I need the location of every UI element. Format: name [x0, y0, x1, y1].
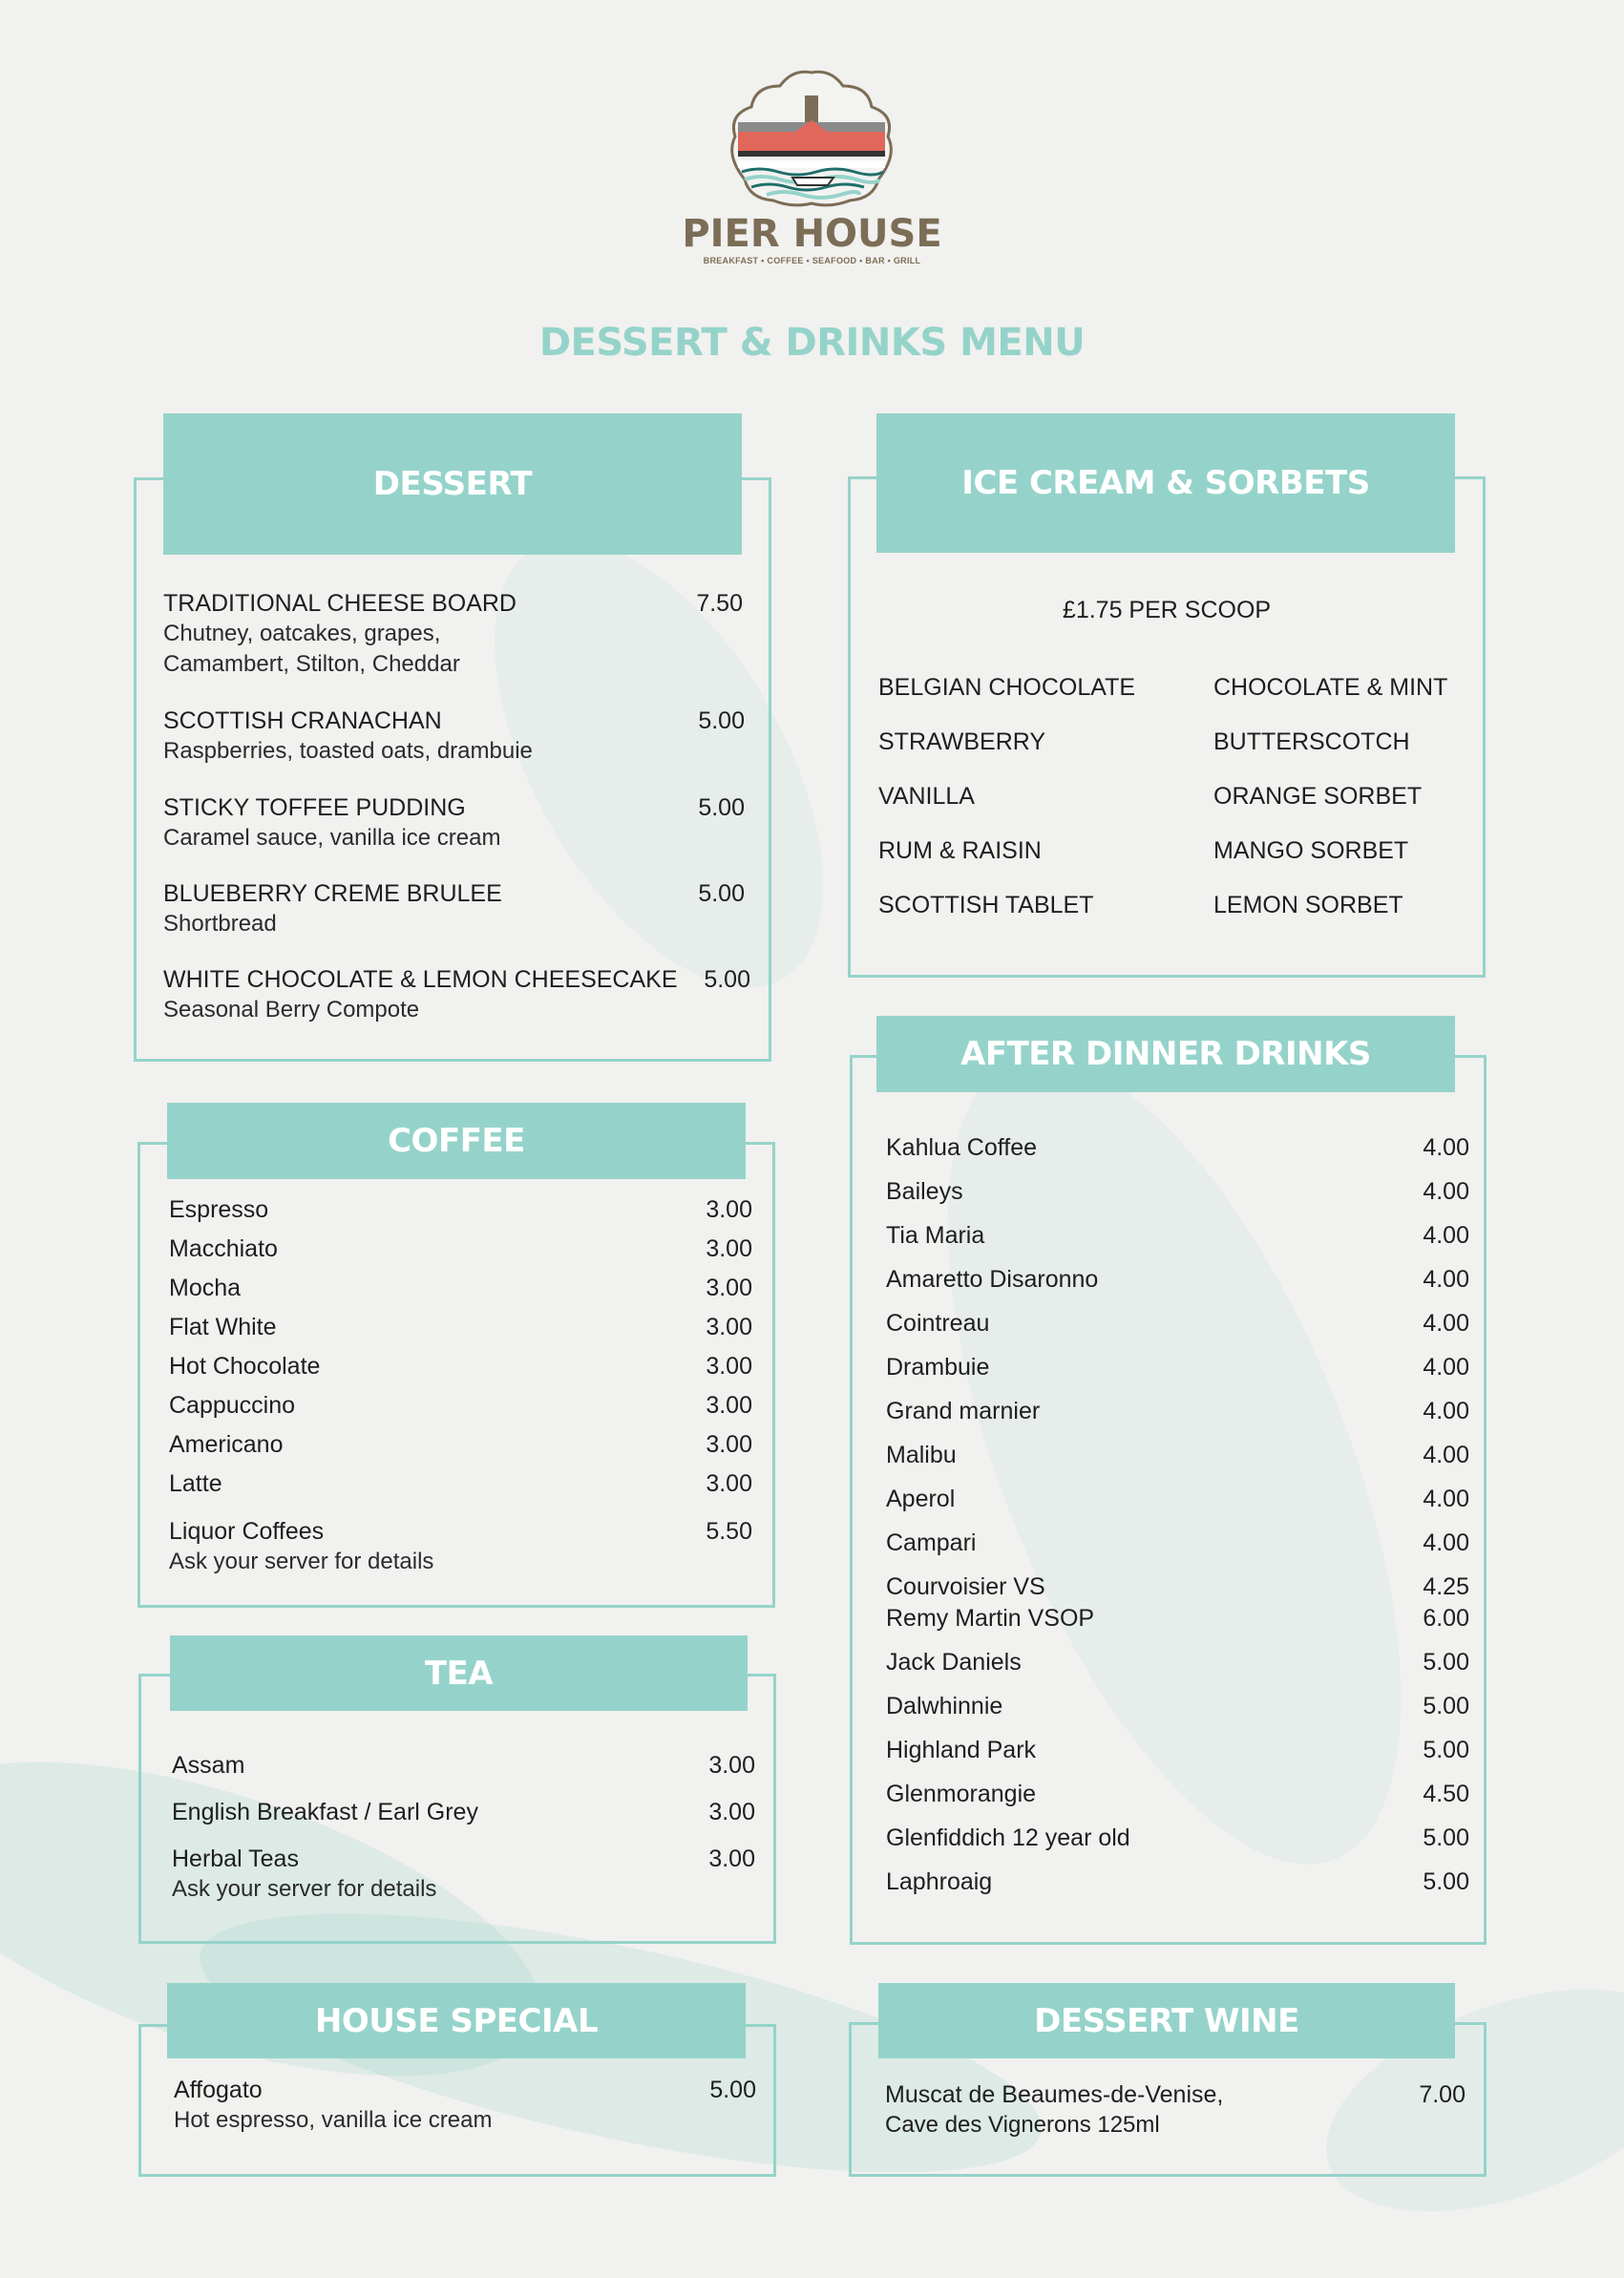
flavour: BELGIAN CHOCOLATE	[878, 674, 1136, 701]
item-name: Liquor Coffees	[169, 1518, 325, 1545]
item-price: 7.00	[1419, 2081, 1466, 2108]
item-description: Ask your server for details	[169, 1549, 434, 1574]
ice-cream-heading: ICE CREAM & SORBETS	[876, 413, 1455, 553]
item-price: 4.00	[1423, 1222, 1469, 1249]
item-name: Mocha	[169, 1275, 242, 1301]
item-name: Hot Chocolate	[169, 1353, 321, 1380]
item-price: 5.00	[1423, 1825, 1469, 1851]
item-name: Laphroaig	[886, 1868, 993, 1895]
item-price: 7.50	[696, 590, 743, 617]
item-name: Tia Maria	[886, 1222, 985, 1249]
item-name: Remy Martin VSOP	[886, 1605, 1095, 1632]
item-name: BLUEBERRY CREME BRULEE	[163, 880, 502, 907]
item-price: 3.00	[708, 1846, 755, 1872]
item-name: Grand marnier	[886, 1398, 1041, 1424]
item-price: 3.00	[706, 1353, 752, 1380]
brand-tagline: BREAKFAST • COFFEE • SEAFOOD • BAR • GRILL	[703, 256, 921, 265]
item-price: 3.00	[706, 1275, 752, 1301]
item-name: Campari	[886, 1529, 977, 1556]
item-description: Raspberries, toasted oats, drambuie	[163, 738, 533, 764]
item-name: Latte	[169, 1470, 222, 1497]
item-name: Espresso	[169, 1196, 269, 1223]
item-price: 3.00	[706, 1431, 752, 1458]
item-name: Macchiato	[169, 1235, 278, 1262]
item-name: Amaretto Disaronno	[886, 1266, 1099, 1293]
item-name: Cointreau	[886, 1310, 990, 1337]
page-title: DESSERT & DRINKS MENU	[538, 321, 1086, 365]
item-description: Caramel sauce, vanilla ice cream	[163, 825, 501, 851]
item-name: Americano	[169, 1431, 284, 1458]
item-price: 4.00	[1423, 1266, 1469, 1293]
item-description: Hot espresso, vanilla ice cream	[174, 2107, 493, 2133]
dessert-heading: DESSERT	[163, 413, 742, 555]
flavour: ORANGE SORBET	[1213, 783, 1423, 810]
item-price: 4.00	[1423, 1310, 1469, 1337]
dessert-wine-heading: DESSERT WINE	[878, 1983, 1455, 2058]
item-name: Baileys	[886, 1178, 963, 1205]
flavour: BUTTERSCOTCH	[1213, 728, 1410, 755]
item-price: 4.00	[1423, 1178, 1469, 1205]
item-description: Cave des Vignerons 125ml	[885, 2112, 1160, 2138]
item-price: 4.00	[1423, 1398, 1469, 1424]
item-price: 4.00	[1423, 1486, 1469, 1512]
item-name: Drambuie	[886, 1354, 990, 1381]
item-name: Assam	[172, 1752, 245, 1779]
after-dinner-heading: AFTER DINNER DRINKS	[876, 1016, 1455, 1092]
flavour: STRAWBERRY	[878, 728, 1046, 755]
item-price: 3.00	[706, 1196, 752, 1223]
item-name: Courvoisier VS	[886, 1573, 1045, 1600]
item-price: 4.00	[1423, 1442, 1469, 1468]
item-price: 3.00	[706, 1235, 752, 1262]
item-name: Flat White	[169, 1314, 277, 1340]
item-price: 5.00	[704, 966, 750, 993]
item-name: Dalwhinnie	[886, 1693, 1003, 1719]
item-name: Glenmorangie	[886, 1781, 1037, 1807]
house-special-heading: HOUSE SPECIAL	[167, 1983, 746, 2058]
tea-heading: TEA	[170, 1635, 748, 1711]
item-price: 6.00	[1423, 1605, 1469, 1632]
item-description: Chutney, oatcakes, grapes,	[163, 621, 441, 646]
item-price: 5.00	[1423, 1737, 1469, 1763]
item-name: Aperol	[886, 1486, 956, 1512]
item-price: 3.00	[708, 1752, 755, 1779]
item-price: 5.00	[1423, 1868, 1469, 1895]
item-price: 3.00	[708, 1799, 755, 1825]
item-price: 5.00	[698, 707, 745, 734]
flavour: SCOTTISH TABLET	[878, 892, 1094, 918]
item-name: SCOTTISH CRANACHAN	[163, 707, 442, 734]
item-price: 5.50	[706, 1518, 752, 1545]
item-name: Cappuccino	[169, 1392, 296, 1419]
brand-name: PIER HOUSE	[682, 212, 942, 256]
item-name: TRADITIONAL CHEESE BOARD	[163, 590, 517, 617]
item-name: STICKY TOFFEE PUDDING	[163, 794, 466, 821]
item-description: Shortbread	[163, 911, 277, 937]
flavour: VANILLA	[878, 783, 975, 810]
item-price: 4.00	[1423, 1354, 1469, 1381]
item-name: Glenfiddich 12 year old	[886, 1825, 1130, 1851]
item-price: 3.00	[706, 1314, 752, 1340]
item-price: 4.00	[1423, 1134, 1469, 1161]
flavour: RUM & RAISIN	[878, 837, 1042, 864]
item-name: Muscat de Beaumes-de-Venise,	[885, 2081, 1224, 2108]
item-description: Ask your server for details	[172, 1876, 437, 1902]
item-price: 5.00	[698, 880, 745, 907]
item-price: 5.00	[1423, 1693, 1469, 1719]
flavour: CHOCOLATE & MINT	[1213, 674, 1448, 701]
item-price: 4.50	[1423, 1781, 1469, 1807]
item-price: 5.00	[709, 2077, 756, 2103]
flavour: MANGO SORBET	[1213, 837, 1409, 864]
item-name: Affogato	[174, 2077, 263, 2103]
item-price: 3.00	[706, 1392, 752, 1419]
item-name: Herbal Teas	[172, 1846, 299, 1872]
item-name: Malibu	[886, 1442, 957, 1468]
item-name: WHITE CHOCOLATE & LEMON CHEESECAKE	[163, 966, 678, 993]
item-description: Seasonal Berry Compote	[163, 997, 420, 1023]
item-description: Camambert, Stilton, Cheddar	[163, 651, 460, 677]
item-price: 3.00	[706, 1470, 752, 1497]
item-price: 4.25	[1423, 1573, 1469, 1600]
item-name: English Breakfast / Earl Grey	[172, 1799, 478, 1825]
ice-cream-price-note: £1.75 PER SCOOP	[1062, 597, 1272, 623]
coffee-heading: COFFEE	[167, 1103, 746, 1179]
item-name: Jack Daniels	[886, 1649, 1022, 1676]
flavour: LEMON SORBET	[1213, 892, 1403, 918]
item-price: 5.00	[1423, 1649, 1469, 1676]
item-name: Highland Park	[886, 1737, 1037, 1763]
item-name: Kahlua Coffee	[886, 1134, 1037, 1161]
item-price: 4.00	[1423, 1529, 1469, 1556]
item-price: 5.00	[698, 794, 745, 821]
